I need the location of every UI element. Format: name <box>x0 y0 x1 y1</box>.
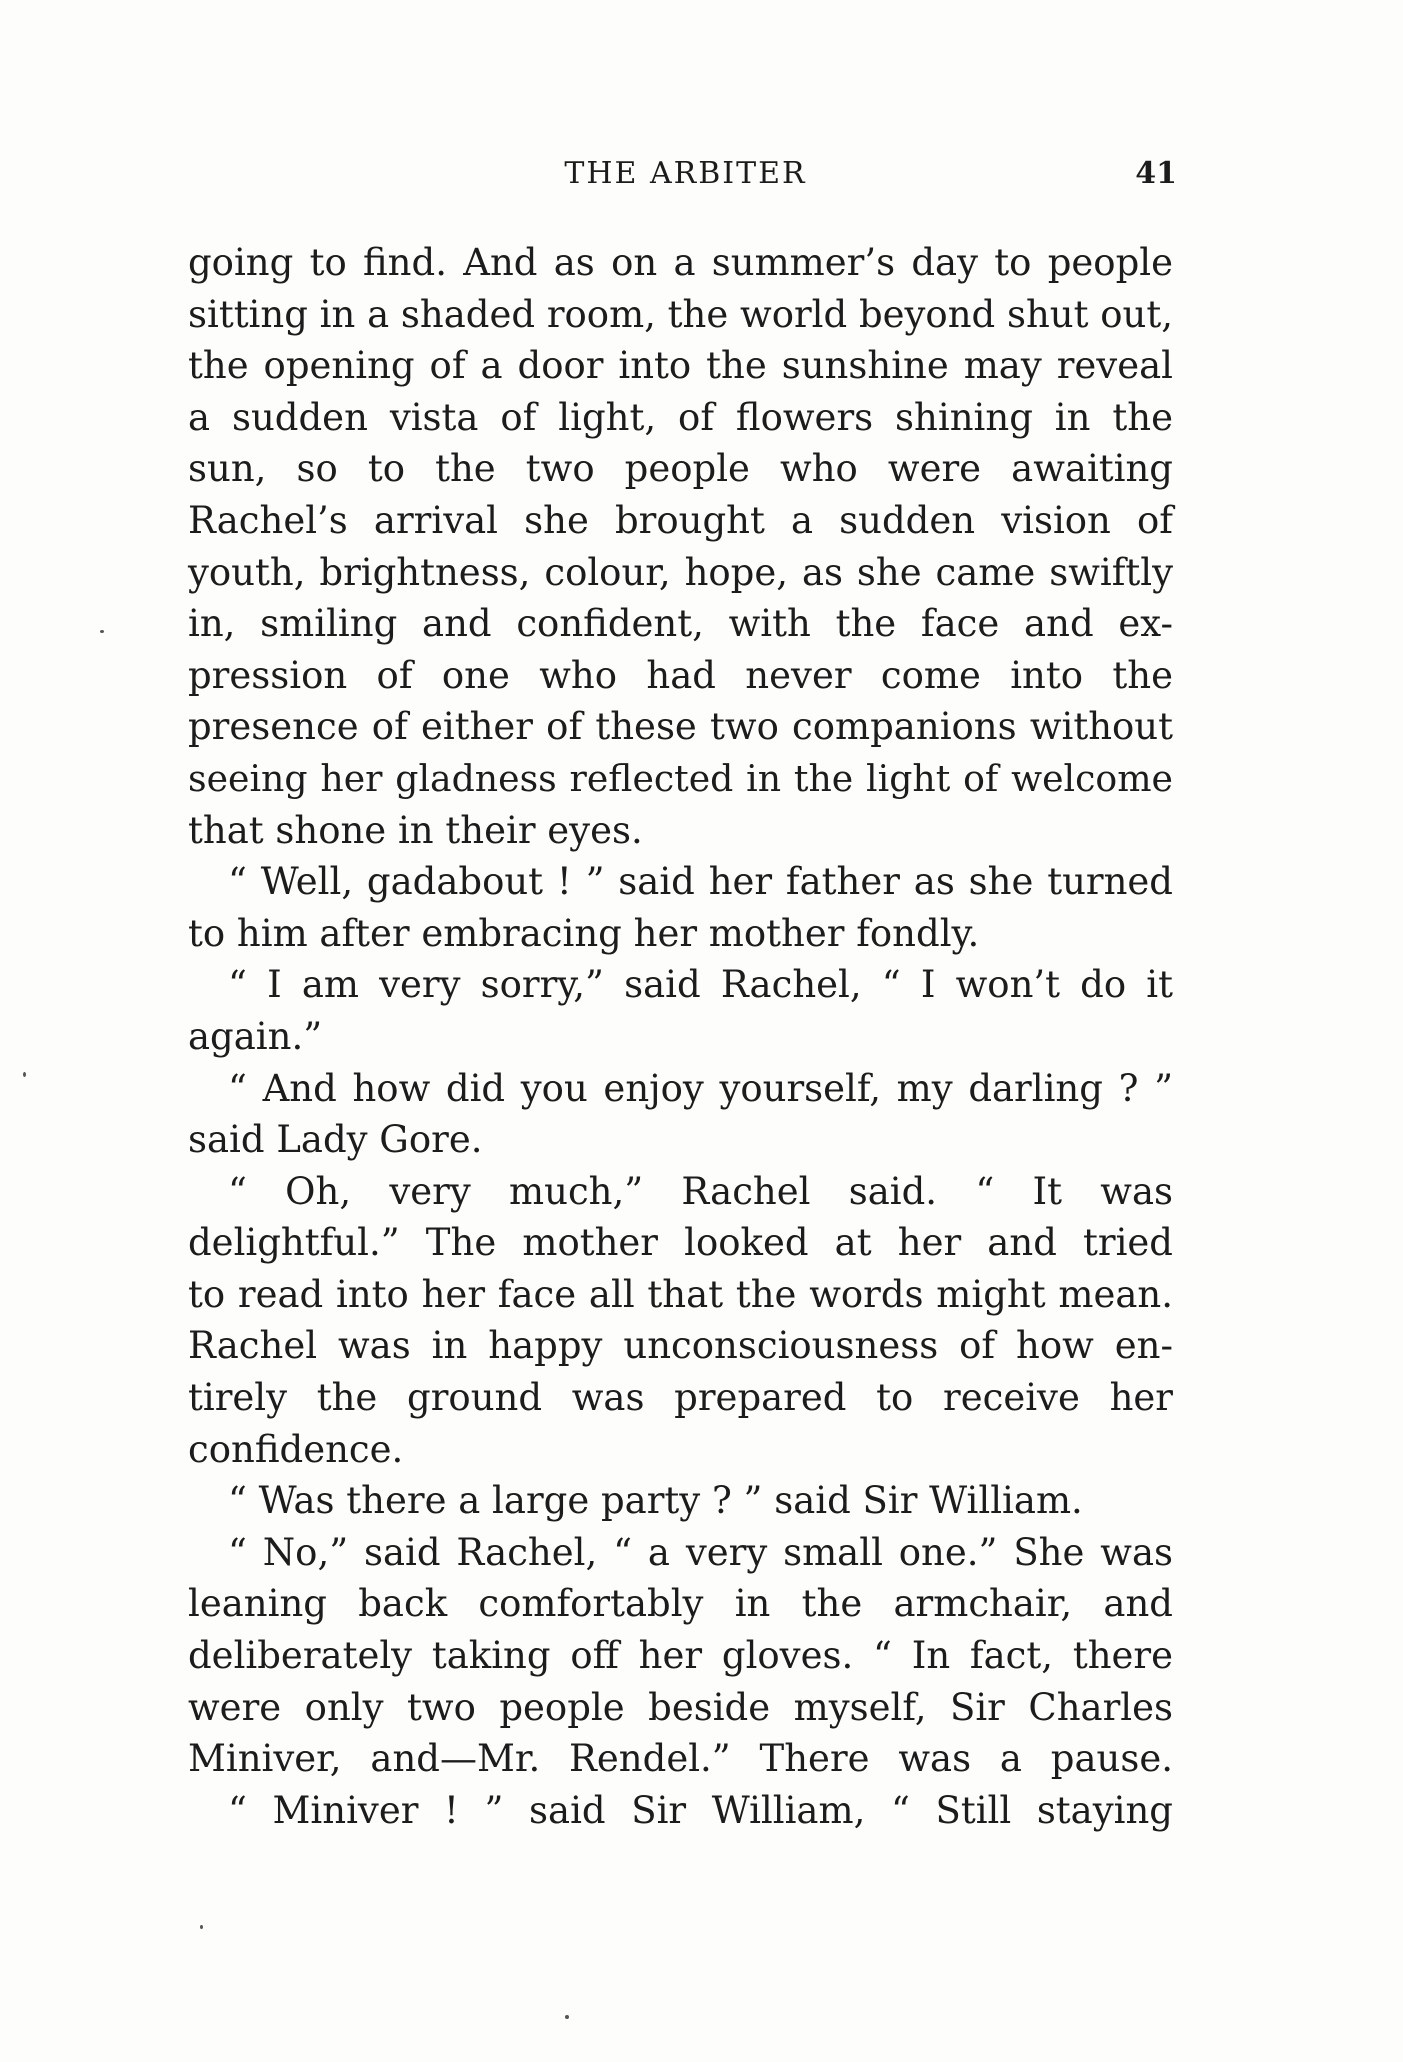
text-line: the opening of a door into the sunshine may reveal <box>188 344 1173 388</box>
text-line: deliberately taking off her gloves. “ In fact, there <box>188 1634 1173 1678</box>
text-line: presence of either of these two companions without <box>188 705 1173 749</box>
text-line: to him after embracing her mother fondly. <box>188 911 980 955</box>
text-line: “ And how did you enjoy yourself, my darling ? ” <box>228 1066 1173 1110</box>
text-line: “ Well, gadabout ! ” said her father as she turned <box>228 860 1173 904</box>
text-line: Rachel was in happy unconsciousness of how en- <box>188 1324 1173 1368</box>
page-number: 41 <box>1135 156 1177 191</box>
scan-speck <box>200 1925 203 1929</box>
text-line: were only two people beside myself, Sir Charles <box>188 1685 1173 1729</box>
text-line: “ No,” said Rachel, “ a very small one.” She was <box>228 1530 1173 1574</box>
text-line: seeing her gladness reflected in the light of welcome <box>188 756 1173 800</box>
text-line: sun, so to the two people who were awaiting <box>188 447 1173 491</box>
text-line: Miniver, and—Mr. Rendel.” There was a pause. <box>188 1737 1173 1781</box>
text-line: a sudden vista of light, of flowers shining in the <box>188 395 1173 439</box>
text-line: Rachel’s arrival she brought a sudden vision of <box>188 498 1173 542</box>
text-line: “ I am very sorry,” said Rachel, “ I won’t do it <box>228 963 1173 1007</box>
text-line: said Lady Gore. <box>188 1118 483 1162</box>
text-line: confidence. <box>188 1427 404 1471</box>
text-line: going to find. And as on a summer’s day to people <box>188 241 1173 284</box>
text-line: “ Miniver ! ” said Sir William, “ Still staying <box>228 1788 1173 1832</box>
text-line: to read into her face all that the words might mean. <box>188 1272 1173 1316</box>
text-line: leaning back comfortably in the armchair, and <box>188 1582 1173 1626</box>
running-head <box>188 152 1183 196</box>
text-line: that shone in their eyes. <box>188 808 643 852</box>
body-text <box>188 237 1173 1836</box>
text-line: pression of one who had never come into the <box>188 653 1173 697</box>
text-line: “ Oh, very much,” Rachel said. “ It was <box>228 1169 1173 1213</box>
scan-speck <box>100 630 104 633</box>
scan-speck <box>565 2015 569 2019</box>
text-line: sitting in a shaded room, the world beyond shut out, <box>188 292 1173 336</box>
text-line: in, smiling and confident, with the face and ex- <box>188 602 1173 646</box>
text-line: “ Was there a large party ? ” said Sir William. <box>228 1479 1083 1523</box>
text-line: again.” <box>188 1014 323 1058</box>
text-line: youth, brightness, colour, hope, as she came swiftly <box>188 550 1173 594</box>
text-line: tirely the ground was prepared to receive her <box>188 1376 1173 1420</box>
text-line: delightful.” The mother looked at her and tried <box>188 1221 1173 1265</box>
scan-speck <box>23 1072 26 1077</box>
running-title: THE ARBITER <box>564 156 807 191</box>
